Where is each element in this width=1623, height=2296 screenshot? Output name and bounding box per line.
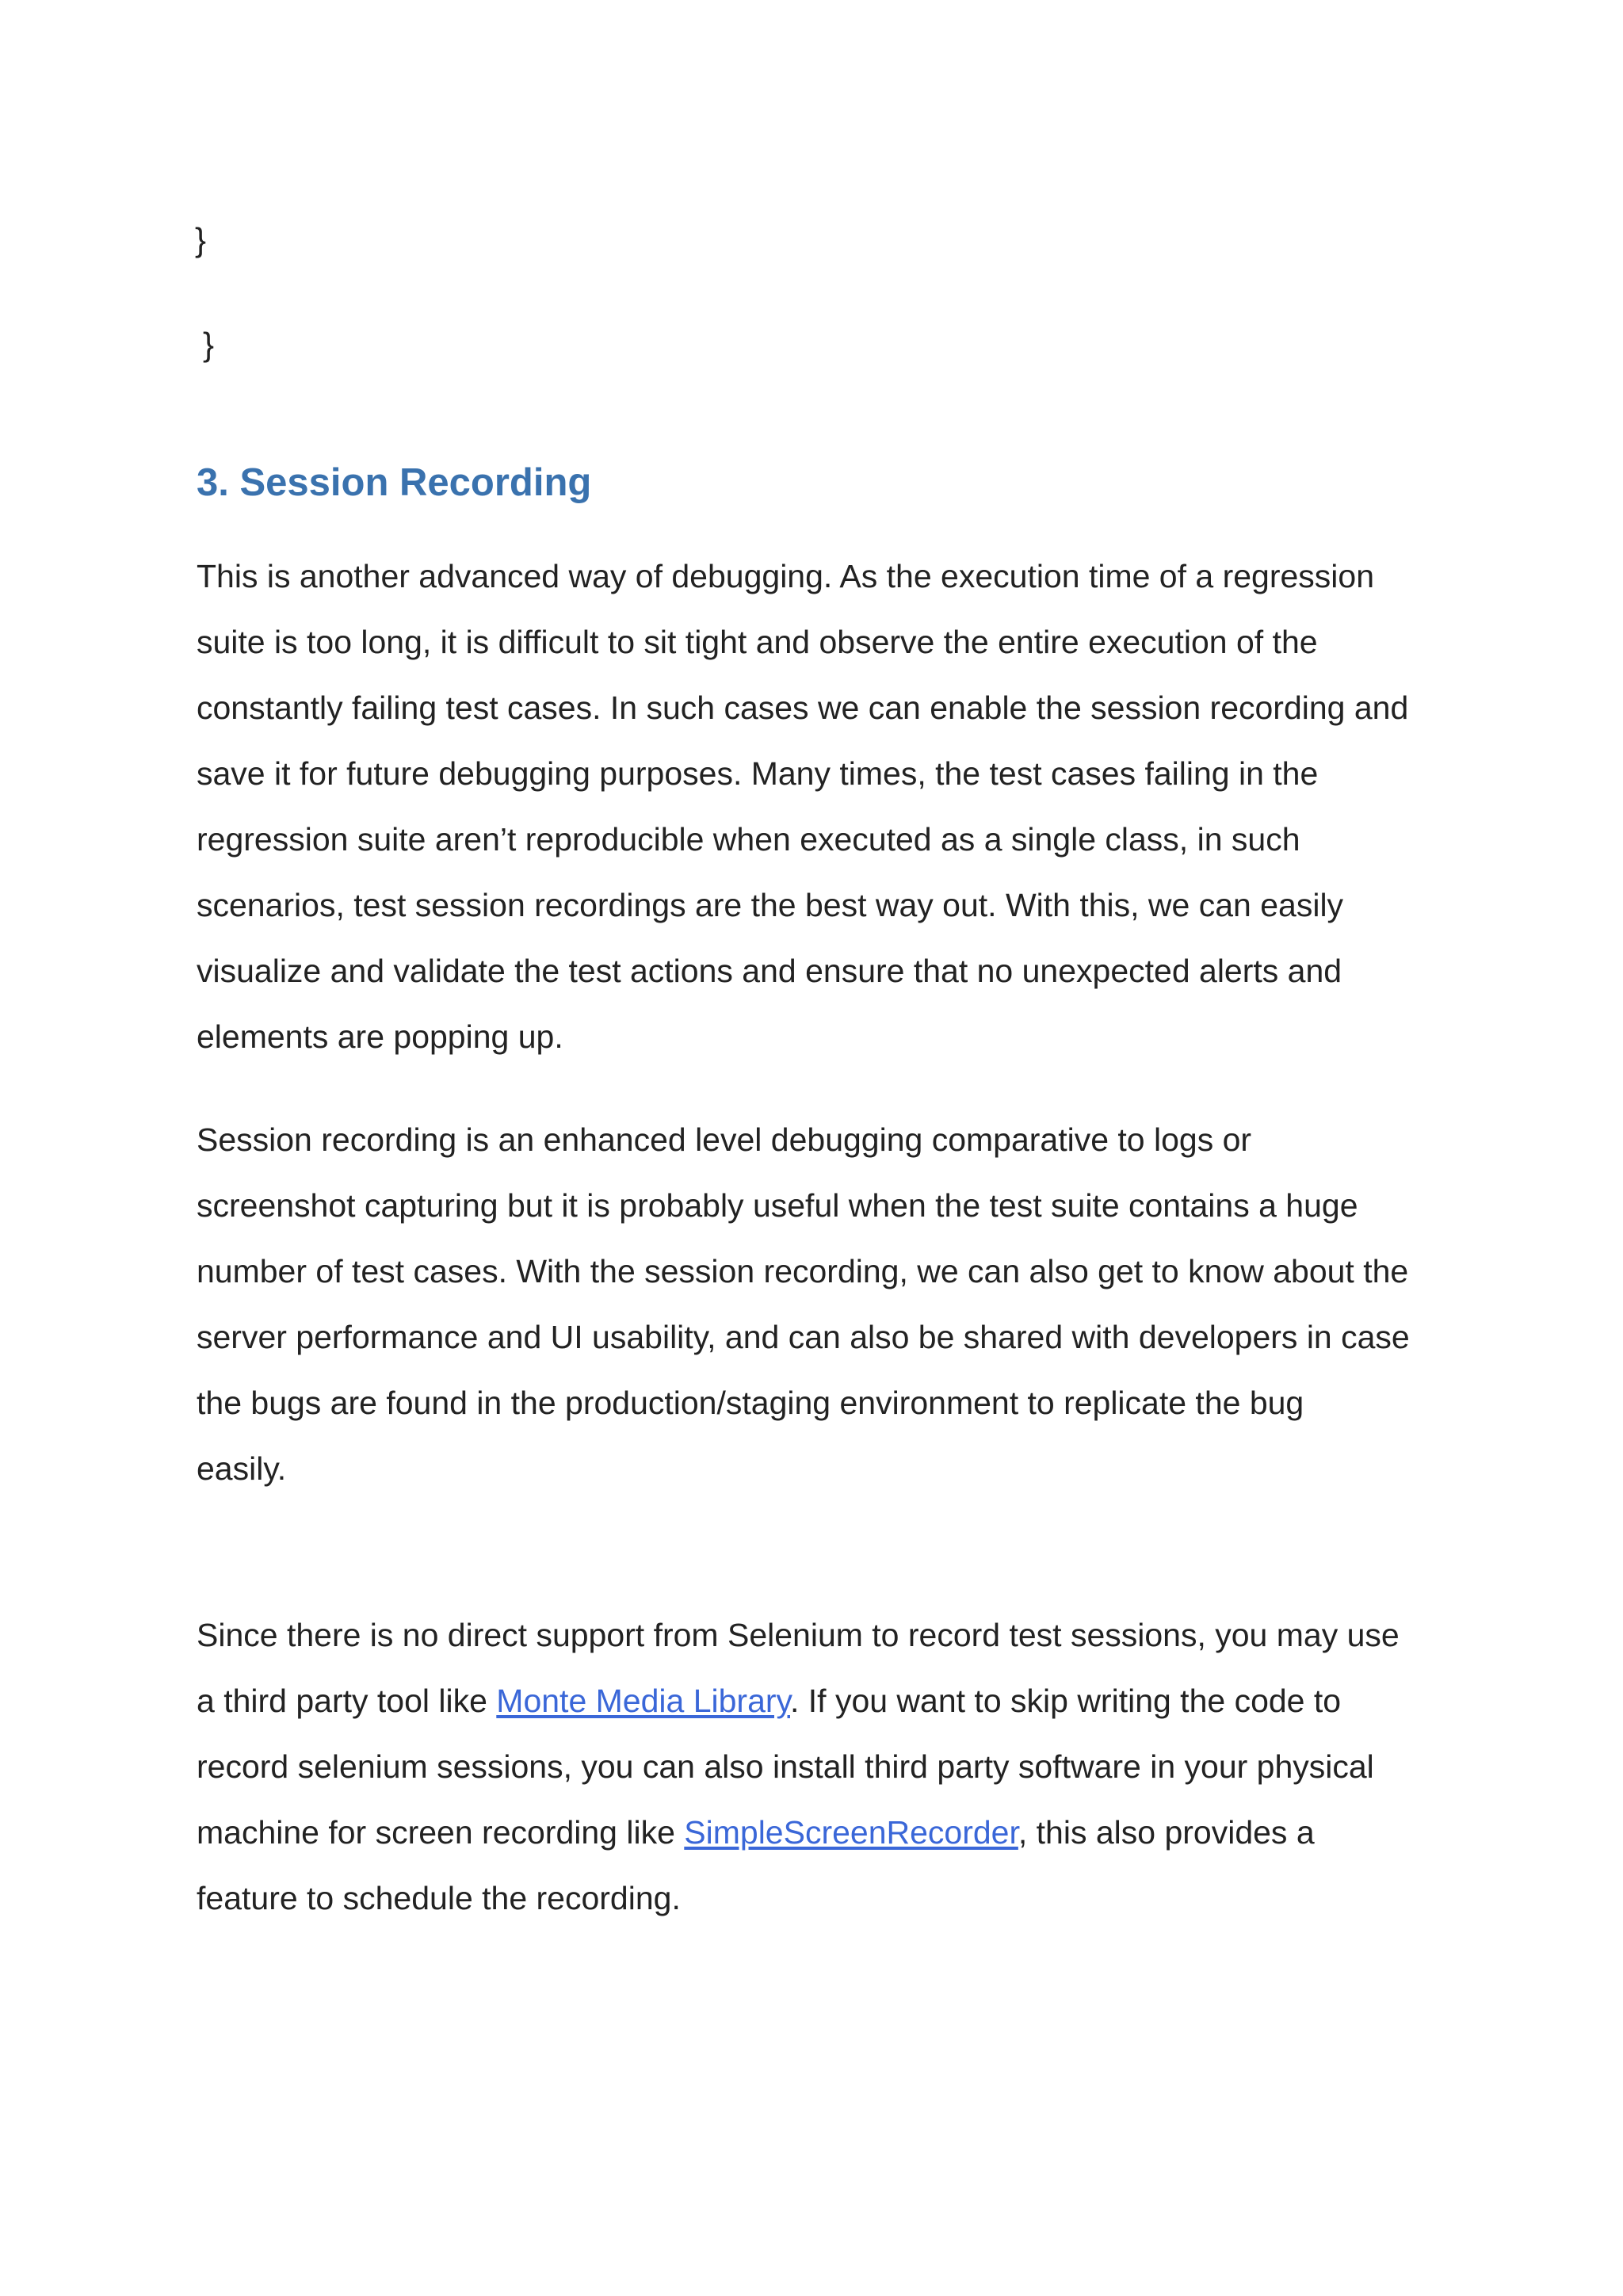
text-line: server performance and UI usability, and can also be shared with developers in case <box>197 1319 1410 1355</box>
text-fragment: machine for screen recording like <box>197 1814 685 1851</box>
text-line <box>197 1800 1449 1866</box>
simplescreenrecorder-link[interactable]: SimpleScreenRecorder <box>684 1814 1018 1851</box>
text-line: Session recording is an enhanced level debugging comparative to logs or <box>197 1121 1252 1158</box>
text-fragment: . If you want to skip writing the code to <box>789 1683 1342 1719</box>
text-line <box>197 1668 1449 1734</box>
paragraph-session-recording-intro <box>197 544 1449 1070</box>
text-line: easily. <box>197 1450 287 1487</box>
text-line: suite is too long, it is difficult to sit tight and observe the entire execution of the <box>197 624 1318 660</box>
closing-brace: } <box>195 221 207 258</box>
text-line: record selenium sessions, you can also install third party software in your physical <box>197 1748 1374 1785</box>
text-line: screenshot capturing but it is probably useful when the test suite contains a huge <box>197 1187 1358 1224</box>
text-fragment: , this also provides a <box>1018 1814 1315 1851</box>
closing-brace: } <box>203 326 215 363</box>
text-line: save it for future debugging purposes. Many times, the test cases failing in the <box>197 755 1319 792</box>
paragraph-session-recording-benefits <box>197 1107 1449 1502</box>
text-line: number of test cases. With the session recording, we can also get to know about the <box>197 1253 1409 1289</box>
text-line: the bugs are found in the production/staging environment to replicate the bug <box>197 1385 1304 1421</box>
text-line: constantly failing test cases. In such cases we can enable the session recording and <box>197 690 1409 726</box>
text-line: scenarios, test session recordings are the best way out. With this, we can easily <box>197 887 1344 923</box>
text-line: regression suite aren’t reproducible when executed as a single class, in such <box>197 821 1300 858</box>
text-line: feature to schedule the recording. <box>197 1880 681 1916</box>
text-line: Since there is no direct support from Selenium to record test sessions, you may use <box>197 1617 1400 1653</box>
paragraph-recording-tools <box>197 1603 1449 1931</box>
monte-media-library-link[interactable]: Monte Media Library <box>496 1683 790 1719</box>
text-fragment: a third party tool like <box>197 1683 497 1719</box>
text-line: This is another advanced way of debugging. As the execution time of a regression <box>197 558 1375 594</box>
text-line: elements are popping up. <box>197 1018 563 1055</box>
text-line: visualize and validate the test actions and ensure that no unexpected alerts and <box>197 953 1342 989</box>
section-heading: 3. Session Recording <box>197 461 592 504</box>
